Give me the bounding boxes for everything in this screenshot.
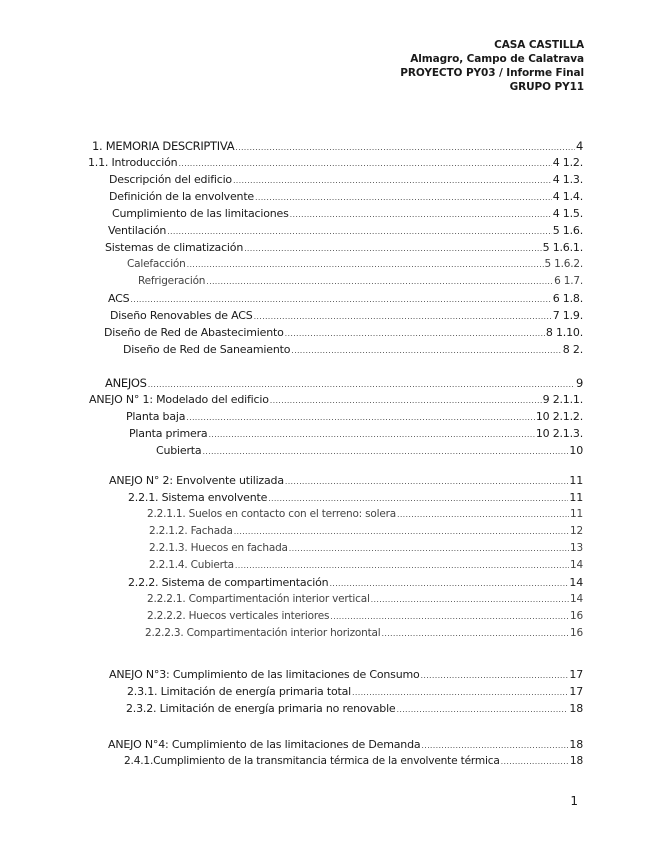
toc-entry[interactable] bbox=[105, 241, 583, 254]
toc-entry-page: 8 2. bbox=[562, 343, 583, 356]
toc-entry[interactable] bbox=[108, 738, 583, 751]
toc-entry-page: 6 1.8. bbox=[552, 292, 583, 305]
header-location: Almagro, Campo de Calatrava bbox=[410, 53, 584, 65]
document-header bbox=[400, 38, 584, 94]
toc-leader bbox=[186, 413, 535, 422]
toc-entry-label: Cumplimiento de las limitaciones bbox=[112, 207, 289, 220]
toc-entry[interactable] bbox=[104, 326, 583, 339]
toc-entry-label: 2.3.1. Limitación de energía primaria total bbox=[127, 685, 352, 698]
toc-entry[interactable] bbox=[110, 309, 583, 322]
header-title: CASA CASTILLA bbox=[494, 39, 584, 51]
toc-entry[interactable] bbox=[128, 491, 583, 504]
toc-entry-label: ANEJO N° 1: Modelado del edificio bbox=[89, 393, 269, 406]
toc-entry[interactable] bbox=[108, 292, 583, 305]
toc-entry-page: 6 1.7. bbox=[554, 275, 583, 287]
toc-entry-label: 1.1. Introducción bbox=[88, 156, 178, 169]
toc-leader bbox=[501, 757, 569, 766]
toc-entry-page: 18 bbox=[569, 738, 583, 751]
toc-entry[interactable] bbox=[149, 525, 583, 537]
toc-entry-page: 10 2.1.2. bbox=[535, 410, 583, 423]
toc-leader bbox=[290, 210, 552, 219]
toc-entry-page: 4 bbox=[575, 139, 583, 153]
toc-leader bbox=[244, 244, 542, 253]
toc-entry-page: 9 bbox=[575, 376, 583, 390]
toc-leader bbox=[397, 705, 569, 714]
toc-entry-label: Definición de la envolvente bbox=[109, 190, 255, 203]
toc-entry[interactable] bbox=[92, 139, 583, 153]
toc-entry-page: 11 bbox=[569, 474, 583, 487]
toc-entry-page: 14 bbox=[569, 576, 583, 589]
toc-entry-page: 13 bbox=[570, 542, 583, 554]
toc-entry-label: ANEJO N° 2: Envolvente utilizada bbox=[109, 474, 284, 487]
toc-leader bbox=[289, 544, 569, 553]
header-group: GRUPO PY11 bbox=[509, 81, 584, 93]
toc-leader bbox=[268, 494, 568, 503]
toc-entry[interactable] bbox=[109, 173, 583, 186]
toc-entry-label: 2.2.1.4. Cubierta bbox=[149, 559, 234, 571]
toc-leader bbox=[291, 346, 562, 355]
toc-leader bbox=[234, 527, 569, 536]
toc-entry-label: Sistemas de climatización bbox=[105, 241, 244, 254]
toc-entry[interactable] bbox=[123, 343, 583, 356]
toc-leader bbox=[285, 477, 569, 486]
toc-entry-page: 16 bbox=[570, 610, 583, 622]
toc-leader bbox=[206, 277, 553, 286]
toc-entry-page: 7 1.9. bbox=[552, 309, 583, 322]
toc-entry-page: 12 bbox=[570, 525, 583, 537]
toc-entry-page: 8 1.10. bbox=[545, 326, 583, 339]
toc-entry[interactable] bbox=[108, 224, 583, 237]
toc-leader bbox=[329, 579, 568, 588]
toc-entry-page: 4 1.5. bbox=[552, 207, 583, 220]
toc-entry-label: Ventilación bbox=[108, 224, 167, 237]
toc-leader bbox=[208, 430, 534, 439]
toc-entry-page: 18 bbox=[569, 755, 583, 767]
toc-leader bbox=[270, 396, 542, 405]
toc-entry-page: 5 1.6.2. bbox=[544, 258, 583, 270]
toc-entry-page: 11 bbox=[570, 508, 583, 520]
toc-entry[interactable] bbox=[109, 474, 583, 487]
toc-entry-label: 1. MEMORIA DESCRIPTIVA bbox=[92, 139, 235, 153]
toc-entry-page: 14 bbox=[570, 559, 583, 571]
toc-entry[interactable] bbox=[145, 627, 583, 639]
toc-entry[interactable] bbox=[138, 275, 583, 287]
toc-entry-page: 10 bbox=[569, 444, 583, 457]
toc-entry-label: Planta primera bbox=[129, 427, 208, 440]
toc-entry-label: ACS bbox=[108, 292, 130, 305]
toc-entry-page: 11 bbox=[569, 491, 583, 504]
toc-entry-label: Planta baja bbox=[126, 410, 186, 423]
toc-leader bbox=[371, 595, 569, 604]
toc-entry[interactable] bbox=[149, 542, 583, 554]
toc-leader bbox=[421, 741, 568, 750]
toc-entry-page: 17 bbox=[569, 685, 583, 698]
toc-entry-label: Cubierta bbox=[156, 444, 202, 457]
toc-entry[interactable] bbox=[124, 755, 583, 767]
toc-entry-label: Diseño Renovables de ACS bbox=[110, 309, 253, 322]
toc-entry-label: 2.2.1.1. Suelos en contacto con el terreno: solera bbox=[147, 508, 396, 520]
toc-entry-label: 2.2.2.3. Compartimentación interior horizontal bbox=[145, 627, 381, 639]
toc-leader bbox=[130, 295, 551, 304]
toc-leader bbox=[352, 688, 568, 697]
toc-entry[interactable] bbox=[129, 427, 583, 440]
toc-entry-label: 2.2.1.3. Huecos en fachada bbox=[149, 542, 288, 554]
toc-entry-page: 10 2.1.3. bbox=[535, 427, 583, 440]
toc-entry-label: 2.3.2. Limitación de energía primaria no renovable bbox=[126, 702, 396, 715]
toc-entry-label: Calefacción bbox=[127, 258, 186, 270]
toc-entry[interactable] bbox=[112, 207, 583, 220]
toc-entry-page: 14 bbox=[570, 593, 583, 605]
toc-entry-label: 2.2.2. Sistema de compartimentación bbox=[128, 576, 329, 589]
toc-entry[interactable] bbox=[147, 593, 583, 605]
toc-entry-page: 9 2.1.1. bbox=[542, 393, 583, 406]
toc-entry-page: 17 bbox=[569, 668, 583, 681]
toc-entry[interactable] bbox=[88, 156, 583, 169]
toc-leader bbox=[148, 380, 575, 389]
toc-leader bbox=[397, 510, 569, 519]
toc-entry-page: 4 1.4. bbox=[552, 190, 583, 203]
toc-entry-page: 4 1.3. bbox=[552, 173, 583, 186]
toc-entry[interactable] bbox=[127, 258, 583, 270]
toc-entry[interactable] bbox=[109, 668, 583, 681]
toc-entry[interactable] bbox=[126, 702, 583, 715]
toc-leader bbox=[254, 312, 552, 321]
toc-entry[interactable] bbox=[109, 190, 583, 203]
toc-entry[interactable] bbox=[156, 444, 583, 457]
toc-entry-label: 2.4.1.Cumplimiento de la transmitancia térmica de la envolvente térmica bbox=[124, 755, 500, 767]
toc-entry-page: 5 1.6. bbox=[552, 224, 583, 237]
toc-entry-label: 2.2.2.2. Huecos verticales interiores bbox=[147, 610, 330, 622]
toc-entry-label: Descripción del edificio bbox=[109, 173, 232, 186]
toc-entry-page: 4 1.2. bbox=[552, 156, 583, 169]
toc-entry-label: ANEJO N°4: Cumplimiento de las limitaciones de Demanda bbox=[108, 738, 421, 751]
toc-leader bbox=[381, 629, 569, 638]
toc-entry-label: Diseño de Red de Abastecimiento bbox=[104, 326, 284, 339]
toc-entry-label: Diseño de Red de Saneamiento bbox=[123, 343, 291, 356]
toc-entry[interactable] bbox=[147, 610, 583, 622]
toc-leader bbox=[255, 193, 552, 202]
toc-leader bbox=[285, 329, 545, 338]
toc-entry-label: Refrigeración bbox=[138, 275, 206, 287]
toc-entry[interactable] bbox=[126, 410, 583, 423]
toc-leader bbox=[235, 561, 569, 570]
toc-entry[interactable] bbox=[147, 508, 583, 520]
toc-entry[interactable] bbox=[105, 376, 583, 390]
toc-leader bbox=[421, 671, 569, 680]
toc-leader bbox=[233, 176, 552, 185]
toc-leader bbox=[187, 260, 544, 269]
toc-leader bbox=[167, 227, 552, 236]
toc-entry-page: 18 bbox=[569, 702, 583, 715]
toc-leader bbox=[178, 159, 551, 168]
toc-entry-label: 2.2.1. Sistema envolvente bbox=[128, 491, 268, 504]
toc-entry-label: ANEJO N°3: Cumplimiento de las limitaciones de Consumo bbox=[109, 668, 420, 681]
toc-leader bbox=[330, 612, 569, 621]
toc-entry[interactable] bbox=[89, 393, 583, 406]
toc-entry[interactable] bbox=[128, 576, 583, 589]
toc-entry-page: 5 1.6.1. bbox=[542, 241, 583, 254]
toc-entry-label: 2.2.1.2. Fachada bbox=[149, 525, 233, 537]
toc-entry[interactable] bbox=[127, 685, 583, 698]
toc-leader bbox=[235, 143, 575, 152]
toc-entry-label: ANEJOS bbox=[105, 376, 147, 390]
toc-entry-page: 16 bbox=[570, 627, 583, 639]
toc-entry-label: 2.2.2.1. Compartimentación interior vertical bbox=[147, 593, 370, 605]
page-number: 1 bbox=[570, 794, 578, 808]
toc-entry[interactable] bbox=[149, 559, 583, 571]
header-project: PROYECTO PY03 / Informe Final bbox=[400, 67, 584, 79]
toc-leader bbox=[202, 447, 568, 456]
